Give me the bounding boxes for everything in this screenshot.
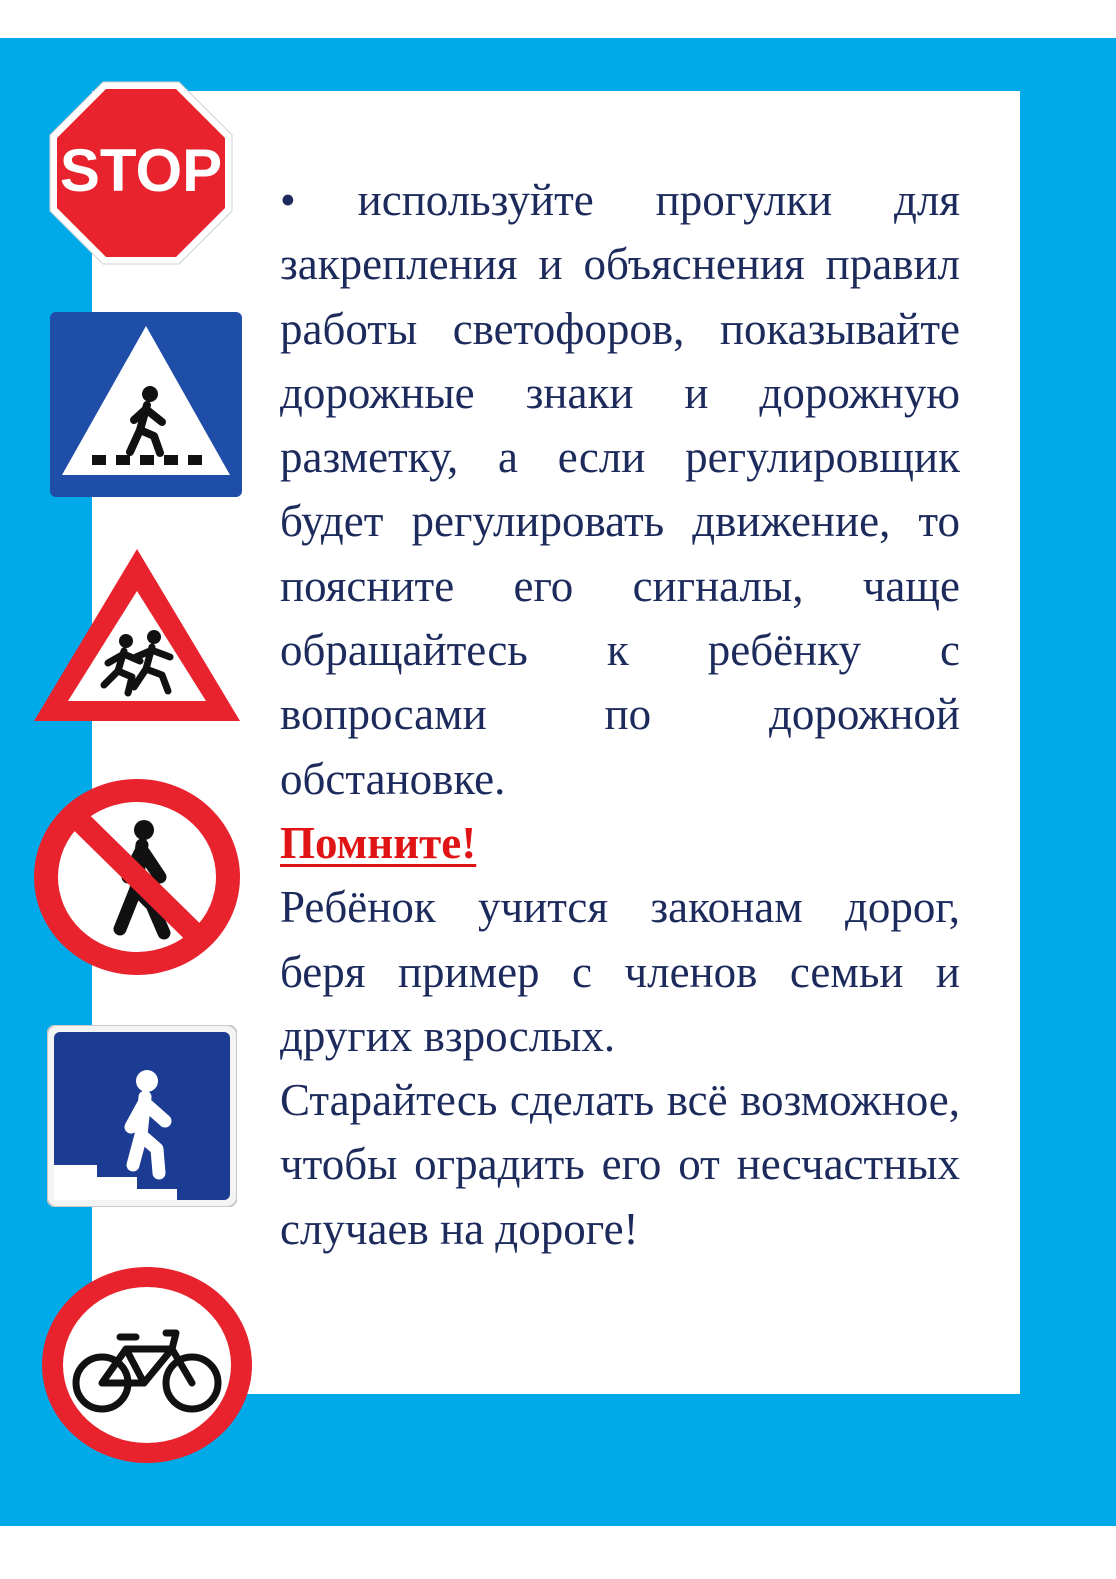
no-pedestrians-sign-icon <box>32 777 242 977</box>
advice-paragraph <box>280 168 960 811</box>
stop-sign-text: STOP <box>59 137 223 204</box>
remember-heading: Помните! <box>280 817 477 868</box>
advice-text-block <box>280 168 960 1261</box>
children-warning-sign-icon <box>30 545 244 727</box>
no-bicycles-sign-icon <box>40 1265 254 1465</box>
bullet-icon: • <box>280 175 296 225</box>
pedestrian-underpass-sign-icon <box>47 1025 237 1207</box>
closing-paragraph: Старайтесь сделать всё возможное, чтобы оградить его от несчастных случаев на дороге! <box>280 1075 960 1254</box>
pedestrian-crossing-sign-icon <box>50 312 242 497</box>
stop-sign-icon <box>48 80 234 266</box>
advice-paragraph-text: используйте прогулки для закрепления и объяснения правил работы светофоров, показывайте дорожные знаки и дорожную разметку, а если регулировщик будет регулировать движение, то поясните его сигналы, чаще обращайтесь к ребёнку с вопросами по дорожной обстановке. <box>280 175 961 804</box>
example-paragraph: Ребёнок учится законам дорог, беря пример с членов семьи и других взрослых. <box>280 882 960 1061</box>
